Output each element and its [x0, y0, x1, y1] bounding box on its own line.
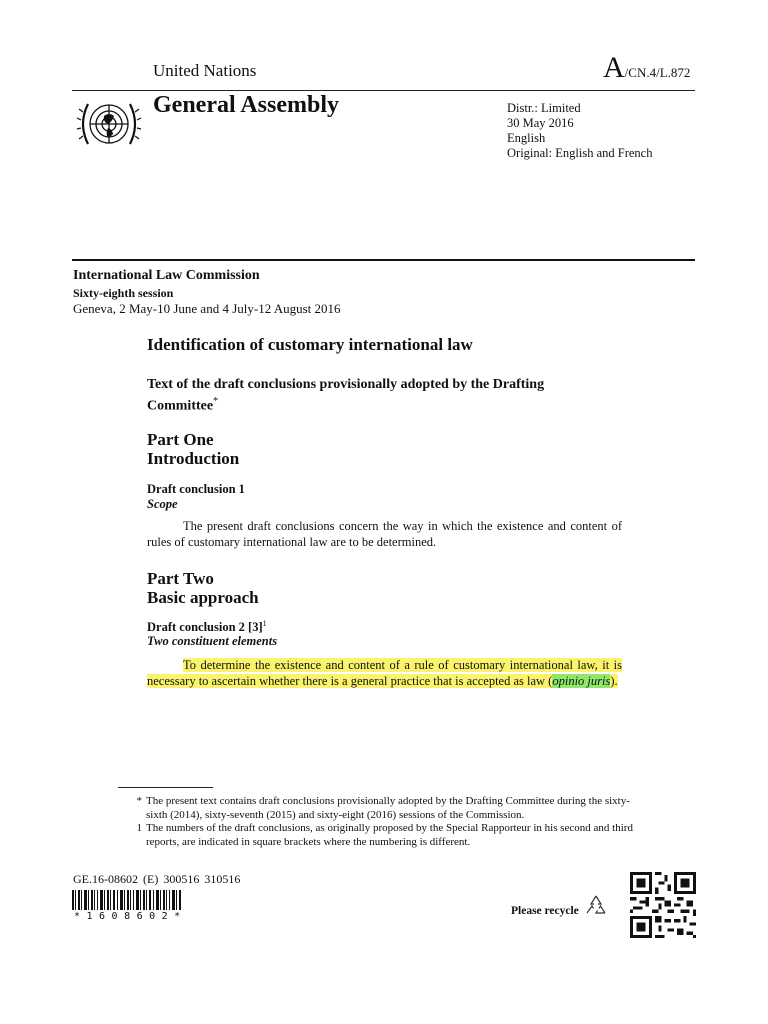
highlighted-text: To determine the existence and content of a rule of customary international law, it is necessary to ascertain whether there is a general practice that is accepted as law ( — [147, 658, 622, 688]
draft-conclusion-2-title — [147, 619, 267, 635]
header-rule — [72, 90, 695, 91]
subtitle-text: Text of the draft conclusions provisionally adopted by the Drafting Committee — [147, 377, 545, 414]
draft-conclusion-1-title: Draft conclusion 1 — [147, 482, 245, 496]
general-assembly-title: General Assembly — [153, 92, 339, 118]
distr-line: 30 May 2016 — [507, 116, 574, 130]
distribution-block — [507, 101, 652, 161]
recycle-label: Please recycle — [511, 905, 579, 917]
un-emblem-icon — [74, 94, 144, 154]
session-dates: Geneva, 2 May-10 June and 4 July-12 August 2016 — [73, 301, 341, 316]
document-symbol — [603, 51, 691, 84]
footnote-1 — [136, 822, 636, 849]
part-one-label: Part One — [147, 430, 214, 449]
highlighted-latin-term: opinio juris — [552, 674, 611, 688]
section-rule — [72, 259, 695, 261]
document-subtitle — [147, 376, 607, 415]
part-one-title: Introduction — [147, 449, 240, 468]
distr-line: Original: English and French — [507, 146, 653, 160]
footnote-text: The numbers of the draft conclusions, as originally proposed by the Special Rapporteur in his second and third reports, are indicated in square brackets where the numbering is different. — [146, 822, 633, 848]
commission-name: International Law Commission — [73, 268, 260, 283]
distr-line: Distr.: Limited — [507, 101, 581, 115]
footnote-mark: * — [136, 795, 142, 807]
session-name: Sixty-eighth session — [73, 286, 174, 300]
document-title: Identification of customary international law — [147, 335, 473, 354]
footnote-mark-1[interactable]: 1 — [262, 619, 267, 628]
barcode-icon — [72, 890, 182, 910]
barcode-number: *1608602* — [74, 911, 187, 922]
footnote-text: The present text contains draft conclusions provisionally adopted by the Drafting Committee during the sixty-sixth (2014), sixty-seventh (2015) and sixty-eight (2016) sessions of the Commission. — [146, 795, 630, 821]
draft-conclusion-1-text: The present draft conclusions concern the way in which the existence and content of rules of customary international law are to be determined. — [147, 519, 622, 549]
document-code: GE.16-08602 (E) 300516 310516 — [73, 872, 241, 886]
qr-code-icon — [630, 872, 696, 938]
footnote-mark: 1 — [136, 822, 142, 834]
part-two-heading — [147, 569, 259, 607]
draft-conclusion-2-title-text: Draft conclusion 2 [3] — [147, 620, 263, 635]
part-two-title: Basic approach — [147, 588, 259, 607]
part-one-heading — [147, 430, 239, 468]
draft-conclusion-1-subtitle: Scope — [147, 497, 178, 511]
symbol-letter: A — [603, 51, 625, 84]
footnote-star — [136, 795, 636, 822]
draft-conclusion-2-subtitle: Two constituent elements — [147, 634, 278, 648]
org-name: United Nations — [153, 61, 257, 80]
part-two-label: Part Two — [147, 569, 214, 588]
draft-conclusion-2-text — [147, 657, 622, 689]
footnote-rule — [118, 787, 213, 788]
distr-line: English — [507, 131, 546, 145]
recycle-icon — [583, 893, 609, 919]
symbol-rest: /CN.4/L.872 — [624, 65, 691, 80]
subtitle-footnote-mark[interactable]: * — [213, 396, 219, 407]
highlighted-text-end: ). — [610, 674, 618, 688]
